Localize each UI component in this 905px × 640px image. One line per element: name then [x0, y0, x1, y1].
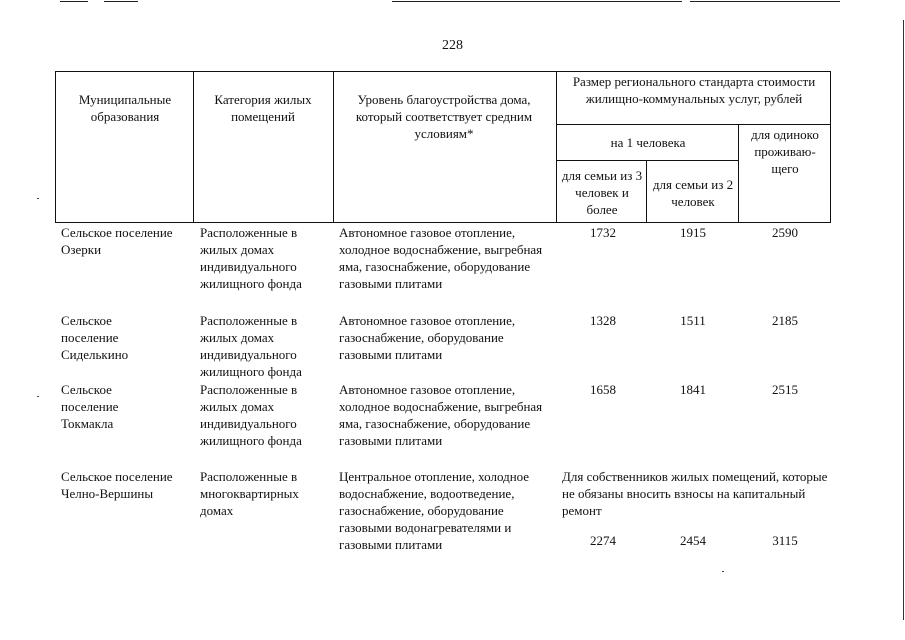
table-header-col-border: [193, 71, 194, 223]
row-category: Расположенные в жилых домах индивидуального жилищного фонда: [200, 225, 302, 291]
scan-artifact-line: [392, 1, 682, 2]
row-level: Автономное газовое отопление, холодное водоснабжение, выгребная яма, газоснабжение, оборудование газовыми плитами: [339, 382, 543, 448]
header-family2: для семьи из 2 человек: [652, 177, 734, 209]
row-family3-value: 2274: [590, 533, 616, 548]
table-header-col-border: [738, 124, 739, 223]
row-single-value: 2590: [772, 225, 798, 240]
row-single-value: 2515: [772, 382, 798, 397]
scan-artifact-line: [690, 1, 840, 2]
row-level: Автономное газовое отопление, газоснабжение, оборудование газовыми плитами: [339, 313, 516, 362]
scan-speck: [37, 198, 39, 199]
table-header-col-border: [55, 71, 56, 223]
header-standard: Размер регионального стандарта стоимости жилищно-коммунальных услуг, рублей: [572, 74, 816, 106]
row-family3-value: 1658: [590, 382, 616, 397]
scan-artifact-line: [104, 1, 138, 2]
table-header-bottom-border: [55, 222, 831, 223]
header-per-person: на 1 человека: [610, 135, 686, 150]
header-single: для одиноко проживаю- щего: [751, 127, 819, 176]
row-family2-value: 1511: [680, 313, 706, 328]
row-family2-value: 1915: [680, 225, 706, 240]
page-number: 228: [442, 38, 463, 53]
row-family2-value: 2454: [680, 533, 706, 548]
row-municipality: Сельское поселение Челно-Вершины: [61, 469, 173, 501]
table-top-border: [55, 71, 831, 72]
scan-speck: [37, 396, 39, 397]
row-level: Автономное газовое отопление, холодное водоснабжение, выгребная яма, газоснабжение, оборудование газовыми плитами: [339, 225, 543, 291]
header-municipality: Муниципальные образования: [78, 92, 172, 124]
row-single-value: 3115: [772, 533, 798, 548]
scan-artifact-line: [60, 1, 88, 2]
table-header-divider: [556, 124, 831, 125]
scan-page-edge: [903, 20, 904, 620]
row-family2-value: 1841: [680, 382, 706, 397]
table-header-col-border: [646, 160, 647, 223]
row-municipality: Сельское поселение Сиделькино: [61, 313, 129, 362]
table-header-col-border: [556, 71, 557, 223]
row-category: Расположенные в жилых домах индивидуального жилищного фонда: [200, 313, 302, 379]
row-family3-value: 1328: [590, 313, 616, 328]
table-header-col-border: [333, 71, 334, 223]
header-level: Уровень благоустройства дома, который соответствует средним условиям*: [355, 92, 533, 141]
scan-speck: [722, 571, 724, 572]
row-note: Для собственников жилых помещений, которые не обязаны вносить взносы на капитальный ремонт: [562, 469, 828, 518]
table-header-col-border: [830, 71, 831, 223]
row-level: Центральное отопление, холодное водоснабжение, водоотведение, газоснабжение, оборудование газовыми водонагревателями и газовыми плитами: [339, 469, 530, 552]
row-category: Расположенные в многоквартирных домах: [200, 469, 299, 518]
row-municipality: Сельское поселение Озерки: [61, 225, 173, 257]
row-single-value: 2185: [772, 313, 798, 328]
header-family3: для семьи из 3 человек и более: [561, 168, 643, 217]
table-header-divider: [556, 160, 738, 161]
row-municipality: Сельское поселение Токмакла: [61, 382, 119, 431]
header-category: Категория жилых помещений: [214, 92, 312, 124]
row-category: Расположенные в жилых домах индивидуального жилищного фонда: [200, 382, 302, 448]
row-family3-value: 1732: [590, 225, 616, 240]
